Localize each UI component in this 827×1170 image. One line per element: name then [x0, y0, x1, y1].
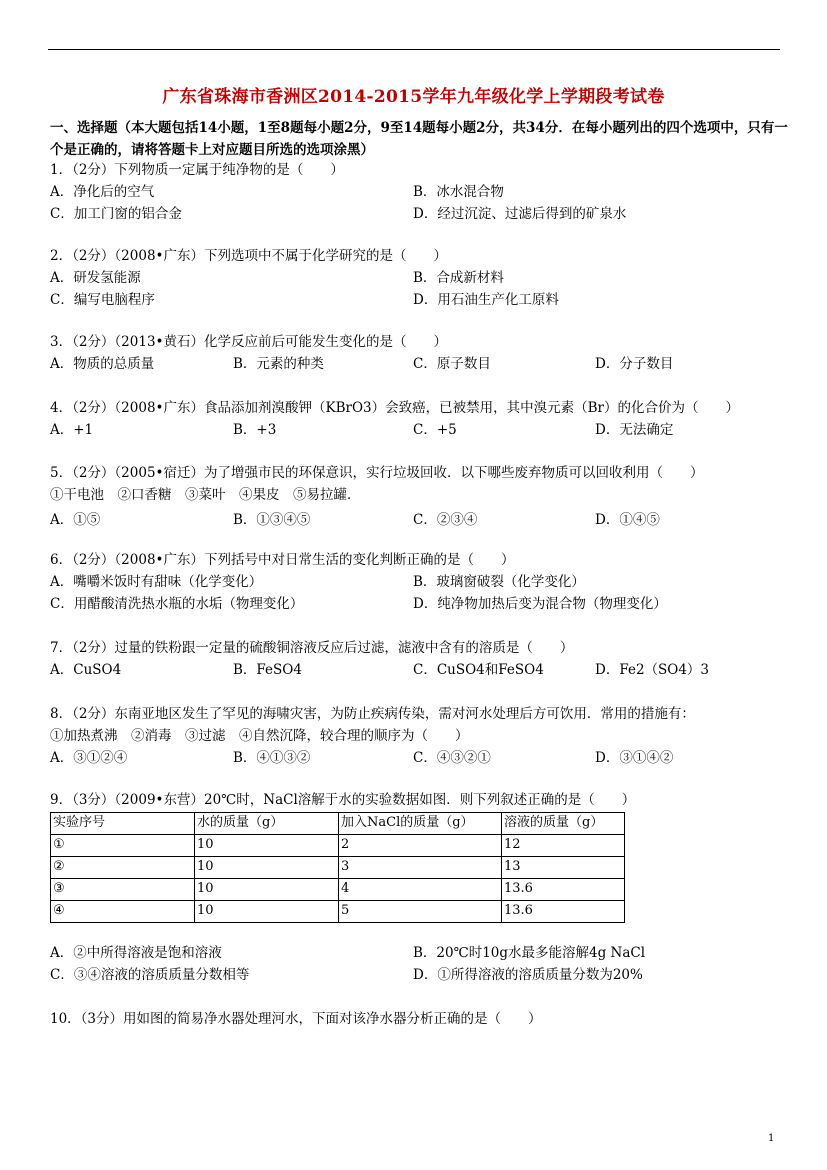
table-cell: ④: [51, 901, 195, 923]
option-d: D．①所得溶液的溶质质量分数为20%: [413, 967, 643, 983]
option-a: A．研发氢能源: [50, 270, 141, 286]
table-row: [51, 901, 625, 923]
question-stem: 5．（2分）（2005•宿迁）为了增强市民的环保意识，实行垃圾回收．以下哪些废弃物质可以回收利用（ ）: [50, 465, 704, 481]
option-b: B．FeSO4: [233, 662, 302, 678]
question-7: [50, 637, 790, 681]
option-c: C．用醋酸清洗热水瓶的水垢（物理变化）: [50, 596, 304, 612]
question-9: [50, 789, 790, 811]
option-d: D．③①④②: [595, 750, 674, 766]
option-b: B．合成新材料: [413, 270, 504, 286]
question-5: [50, 462, 790, 531]
option-a: A．嘴嚼米饭时有甜味（化学变化）: [50, 574, 263, 590]
table-row: [51, 879, 625, 901]
table-cell: 4: [339, 879, 502, 901]
question-items: ①加热煮沸 ②消毒 ③过滤 ④自然沉降，较合理的顺序为（ ）: [50, 728, 469, 744]
question-stem: 6．（2分）（2008•广东）下列括号中对日常生活的变化判断正确的是（ ）: [50, 552, 515, 568]
question-1: [50, 159, 790, 225]
option-c: C．④③②①: [413, 750, 491, 766]
table-header-cell: 水的质量（g）: [195, 813, 339, 835]
question-10: [50, 1008, 790, 1030]
option-b: B．+3: [233, 422, 277, 438]
option-b: B．冰水混合物: [413, 184, 504, 200]
table-row: [51, 857, 625, 879]
table-cell: 3: [339, 857, 502, 879]
question-2: [50, 245, 790, 311]
question-6: [50, 549, 790, 615]
option-c: C．原子数目: [413, 356, 491, 372]
option-a: A．净化后的空气: [50, 184, 155, 200]
table-cell: 12: [502, 835, 625, 857]
table-row: [51, 835, 625, 857]
option-b: B．玻璃窗破裂（化学变化）: [413, 574, 585, 590]
question-stem: 1．（2分）下列物质一定属于纯净物的是（ ）: [50, 162, 344, 178]
question-stem: 10．（3分）用如图的简易净水器处理河水，下面对该净水器分析正确的是（ ）: [50, 1011, 542, 1027]
table-cell: 13.6: [502, 901, 625, 923]
table-header-cell: 溶液的质量（g）: [502, 813, 625, 835]
table-cell: 10: [195, 901, 339, 923]
section-heading: 一、选择题（本大题包括14小题，1至8题每小题2分，9至14题每小题2分，共34分．在每小题列出的四个选项中，只有一个是正确的，请将答题卡上对应题目所选的选项涂黑）: [50, 120, 788, 158]
option-a: A．物质的总质量: [50, 356, 155, 372]
option-a: A．CuSO4: [50, 662, 122, 678]
question-items: ①干电池 ②口香糖 ③菜叶 ④果皮 ⑤易拉罐．: [50, 487, 361, 503]
option-b: B．元素的种类: [233, 356, 324, 372]
table-cell: 5: [339, 901, 502, 923]
option-c: C．编写电脑程序: [50, 292, 155, 308]
option-d: D．用石油生产化工原料: [413, 292, 559, 308]
table-header-row: [51, 813, 625, 835]
option-d: D．经过沉淀、过滤后得到的矿泉水: [413, 206, 627, 222]
table-cell: 2: [339, 835, 502, 857]
question-8: [50, 703, 790, 769]
question-stem: 4．（2分）（2008•广东）食品添加剂溴酸钾（KBrO3）会致癌，已被禁用，其中溴元素（Br）的化合价为（ ）: [50, 400, 739, 416]
option-c: C．②③④: [413, 512, 478, 528]
table-header-cell: 实验序号: [51, 813, 195, 835]
table-cell: ②: [51, 857, 195, 879]
question-3: [50, 331, 790, 375]
option-a: A．+1: [50, 422, 94, 438]
option-b: B．20℃时10g水最多能溶解4g NaCl: [413, 945, 646, 961]
option-d: D．分子数目: [595, 356, 674, 372]
question-stem: 3．（2分）（2013•黄石）化学反应前后可能发生变化的是（ ）: [50, 334, 447, 350]
option-d: D．纯净物加热后变为混合物（物理变化）: [413, 596, 667, 612]
table-cell: ③: [51, 879, 195, 901]
option-a: A．②中所得溶液是饱和溶液: [50, 945, 222, 961]
option-d: D．无法确定: [595, 422, 674, 438]
option-c: C．加工门窗的铝合金: [50, 206, 182, 222]
question-stem: 2．（2分）（2008•广东）下列选项中不属于化学研究的是（ ）: [50, 248, 447, 264]
option-a: A．③①②④: [50, 750, 128, 766]
table-header-cell: 加入NaCl的质量（g）: [339, 813, 502, 835]
table-cell: 10: [195, 879, 339, 901]
table-cell: 10: [195, 857, 339, 879]
question-4: [50, 397, 790, 441]
question-9-options: [50, 942, 790, 986]
question-stem: 8．（2分）东南亚地区发生了罕见的海啸灾害，为防止疾病传染，需对河水处理后方可饮用．常用的措施有：: [50, 706, 695, 722]
table-cell: 10: [195, 835, 339, 857]
option-c: C．③④溶液的溶质质量分数相等: [50, 967, 250, 983]
option-b: B．④①③②: [233, 750, 311, 766]
page-number: 1: [768, 1133, 775, 1144]
table-cell: ①: [51, 835, 195, 857]
page-title: 广东省珠海市香洲区2014-2015学年九年级化学上学期段考试卷: [162, 87, 665, 107]
option-b: B．①③④⑤: [233, 512, 311, 528]
option-c: C．CuSO4和FeSO4: [413, 662, 544, 678]
option-d: D．①④⑤: [595, 512, 660, 528]
option-d: D．Fe2（SO4）3: [595, 662, 710, 678]
table-cell: 13.6: [502, 879, 625, 901]
question-stem: 9．（3分）（2009•东营）20℃时，NaCl溶解于水的实验数据如图．则下列叙述正确的是（ ）: [50, 792, 636, 808]
experiment-table: [50, 812, 625, 923]
table-cell: 13: [502, 857, 625, 879]
option-a: A．①⑤: [50, 512, 101, 528]
header-rule: [48, 49, 780, 50]
option-c: C．+5: [413, 422, 457, 438]
question-stem: 7．（2分）过量的铁粉跟一定量的硫酸铜溶液反应后过滤，滤液中含有的溶质是（ ）: [50, 640, 574, 656]
